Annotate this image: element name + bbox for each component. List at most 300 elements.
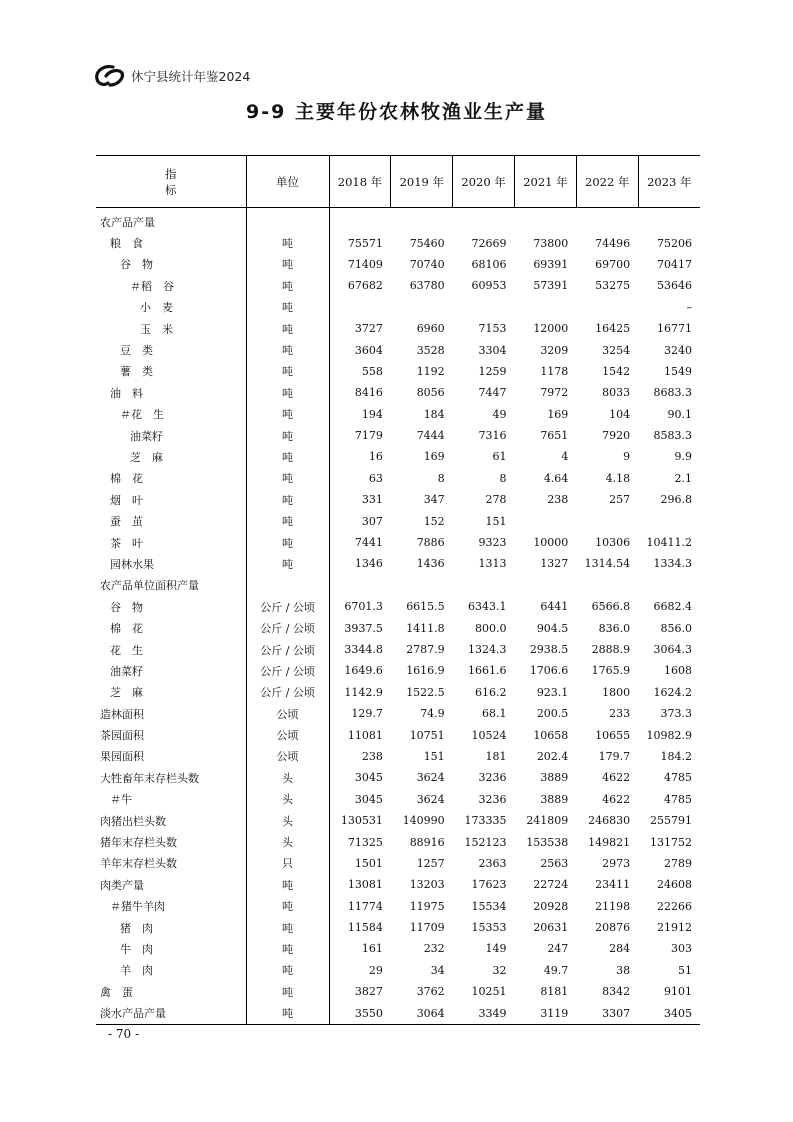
table-row <box>96 917 700 938</box>
table-title: 9-9 主要年份农林牧渔业生产量 <box>246 101 547 123</box>
row-label: 羊 肉 <box>120 964 153 978</box>
value-cell: 3624 <box>416 792 445 806</box>
value-cell: 129.7 <box>351 707 383 721</box>
value-cell <box>576 510 638 531</box>
value-cell: 10658 <box>533 728 569 742</box>
value-cell: 1313 <box>478 557 507 571</box>
table-row <box>96 660 700 681</box>
value-cell: 8033 <box>602 386 631 400</box>
row-label: 棉 花 <box>110 472 143 486</box>
value-cell: 3064.3 <box>653 643 692 656</box>
value-cell: 9101 <box>664 985 692 999</box>
row-label: 棉 花 <box>110 622 143 636</box>
value-cell: 241809 <box>526 814 569 828</box>
value-cell: 558 <box>361 364 383 378</box>
value-cell: 181 <box>485 749 507 763</box>
value-cell: 3889 <box>540 792 569 806</box>
value-cell: 3762 <box>416 985 445 999</box>
value-cell: 6566.8 <box>591 600 631 614</box>
value-cell: 11975 <box>409 899 445 913</box>
row-unit: 吨 <box>246 1002 329 1024</box>
value-cell: 1624.2 <box>653 685 692 699</box>
row-unit: 吨 <box>246 275 329 296</box>
value-cell: 836.0 <box>598 621 631 635</box>
value-cell: 331 <box>361 493 383 507</box>
value-cell: 6682.4 <box>653 600 692 614</box>
table-row <box>96 874 700 895</box>
value-cell: 3624 <box>416 771 445 785</box>
table-row <box>96 703 700 724</box>
value-cell: 246830 <box>588 814 631 828</box>
value-cell: 67682 <box>347 279 383 293</box>
value-cell: 1706.6 <box>529 664 569 678</box>
value-cell: 184 <box>423 407 445 421</box>
value-cell: 3528 <box>416 343 445 357</box>
row-label: 谷 物 <box>120 258 153 272</box>
row-unit: 吨 <box>246 553 329 574</box>
value-cell: 7886 <box>416 536 445 550</box>
value-cell: 2563 <box>540 856 569 870</box>
value-cell: 29 <box>368 963 383 977</box>
table-row <box>96 404 700 425</box>
value-cell: 8416 <box>354 386 383 400</box>
value-cell: 1257 <box>416 856 445 870</box>
row-label: 禽 蛋 <box>100 985 133 999</box>
value-cell: 90.1 <box>667 407 692 421</box>
value-cell: 3304 <box>478 343 507 357</box>
table-row <box>96 208 700 233</box>
value-cell: 238 <box>361 749 383 763</box>
value-cell: 149 <box>485 942 507 956</box>
value-cell: 3727 <box>354 322 383 336</box>
row-unit: 公斤 / 公顷 <box>246 660 329 681</box>
value-cell: 200.5 <box>536 707 569 721</box>
value-cell: 3240 <box>664 343 692 357</box>
value-cell: 51 <box>678 963 692 977</box>
value-cell: 3344.8 <box>344 643 383 656</box>
table-row <box>96 489 700 510</box>
row-label: 园林水果 <box>110 557 154 571</box>
value-cell: 3045 <box>354 792 383 806</box>
table-row <box>96 318 700 339</box>
value-cell: 69700 <box>595 257 631 271</box>
value-cell: 3307 <box>576 1002 638 1024</box>
value-cell: 1259 <box>478 364 507 378</box>
column-header-2021: 2021 年 <box>515 156 577 208</box>
row-unit: 吨 <box>246 382 329 403</box>
value-cell <box>391 575 453 596</box>
value-cell: 74496 <box>595 236 631 250</box>
production-table <box>96 155 700 1025</box>
page-number: - 70 - <box>108 1027 140 1041</box>
value-cell: 60953 <box>471 279 507 293</box>
value-cell: 923.1 <box>536 685 569 699</box>
row-label: 农产品单位面积产量 <box>100 579 199 593</box>
value-cell: 255791 <box>650 814 692 828</box>
row-unit: 公顷 <box>246 746 329 767</box>
row-label: 粮 食 <box>110 237 143 251</box>
value-cell <box>391 208 453 233</box>
value-cell: 284 <box>609 942 631 956</box>
value-cell: 153538 <box>526 835 569 849</box>
value-cell: 179.7 <box>598 749 631 763</box>
table-header-row <box>96 156 700 208</box>
value-cell: 3405 <box>638 1002 700 1024</box>
value-cell: 49 <box>492 407 507 421</box>
value-cell: 152 <box>423 514 445 528</box>
value-cell <box>453 208 515 233</box>
value-cell: 149821 <box>588 835 631 849</box>
value-cell: 16 <box>368 450 383 464</box>
table-row <box>96 960 700 981</box>
column-header-2023: 2023 年 <box>638 156 700 208</box>
value-cell: 1334.3 <box>653 557 692 571</box>
row-label: ＃猪牛羊肉 <box>110 900 165 914</box>
value-cell: 69391 <box>533 257 569 271</box>
row-label: 蚕 茧 <box>110 515 143 529</box>
value-cell: 24608 <box>657 878 692 892</box>
column-header-2019: 2019 年 <box>391 156 453 208</box>
value-cell: 10524 <box>471 728 507 742</box>
row-unit: 吨 <box>246 917 329 938</box>
table-body <box>96 208 700 1025</box>
row-unit: 吨 <box>246 361 329 382</box>
value-cell <box>515 510 577 531</box>
value-cell <box>391 297 453 318</box>
column-header-2018: 2018 年 <box>329 156 391 208</box>
row-unit: 吨 <box>246 468 329 489</box>
table-row <box>96 254 700 275</box>
row-unit: 公斤 / 公顷 <box>246 639 329 660</box>
value-cell: 1661.6 <box>468 664 507 678</box>
value-cell: 373.3 <box>660 707 692 721</box>
value-cell: 15353 <box>471 921 507 935</box>
value-cell: 7179 <box>354 429 383 443</box>
column-header-2022: 2022 年 <box>576 156 638 208</box>
value-cell: 169 <box>423 450 445 464</box>
value-cell: 3119 <box>515 1002 577 1024</box>
value-cell <box>329 208 391 233</box>
row-unit: 吨 <box>246 960 329 981</box>
value-cell: 347 <box>423 493 445 507</box>
value-cell: 61 <box>492 450 507 464</box>
row-label: 肉猪出栏头数 <box>100 814 166 828</box>
value-cell: 68.1 <box>482 707 507 721</box>
value-cell <box>515 297 577 318</box>
value-cell: 194 <box>361 407 383 421</box>
row-label: ＃稻 谷 <box>130 279 174 293</box>
row-unit: 吨 <box>246 339 329 360</box>
table-row <box>96 446 700 467</box>
value-cell: 11709 <box>409 921 445 935</box>
value-cell: 1542 <box>602 364 631 378</box>
value-cell: 12000 <box>533 322 569 336</box>
row-unit: 头 <box>246 831 329 852</box>
value-cell: 1608 <box>664 664 692 678</box>
table-row <box>96 510 700 531</box>
table-row <box>96 767 700 788</box>
value-cell: 3236 <box>478 792 507 806</box>
value-cell: 152123 <box>464 835 507 849</box>
value-cell: 9.9 <box>674 450 692 464</box>
table-row <box>96 232 700 253</box>
value-cell: 8181 <box>540 985 569 999</box>
value-cell: 70417 <box>657 257 692 271</box>
value-cell: 1346 <box>354 557 383 571</box>
row-label: 小 麦 <box>140 301 173 315</box>
value-cell: 151 <box>485 514 507 528</box>
value-cell <box>515 575 577 596</box>
value-cell: 88916 <box>409 835 445 849</box>
value-cell: 1142.9 <box>344 685 383 699</box>
value-cell: 71325 <box>347 835 383 849</box>
value-cell: 75460 <box>409 236 445 250</box>
value-cell: 3604 <box>354 343 383 357</box>
value-cell <box>329 297 391 318</box>
value-cell: 4.64 <box>543 471 569 485</box>
value-cell: 4622 <box>602 792 631 806</box>
row-label: 油 料 <box>110 386 143 400</box>
value-cell: 6960 <box>416 322 445 336</box>
value-cell: 173335 <box>464 814 507 828</box>
value-cell: 7441 <box>354 536 383 550</box>
value-cell: 10751 <box>409 728 445 742</box>
value-cell: 7651 <box>540 429 569 443</box>
row-unit: 吨 <box>246 318 329 339</box>
value-cell: 1192 <box>416 364 445 378</box>
value-cell: 10251 <box>471 985 507 999</box>
value-cell: 10655 <box>595 728 631 742</box>
value-cell: 57391 <box>533 279 569 293</box>
value-cell: 22724 <box>533 878 569 892</box>
table-row <box>96 425 700 446</box>
value-cell: 21198 <box>595 899 631 913</box>
value-cell: 68106 <box>471 257 507 271</box>
value-cell: 1765.9 <box>591 664 631 678</box>
table-row <box>96 810 700 831</box>
value-cell: 11081 <box>347 728 383 742</box>
table-row <box>96 532 700 553</box>
row-unit: 公顷 <box>246 724 329 745</box>
value-cell: 2938.5 <box>529 643 569 656</box>
row-unit: 头 <box>246 767 329 788</box>
value-cell: 72669 <box>471 236 507 250</box>
row-label: 茶园面积 <box>100 729 144 743</box>
page-header <box>93 64 250 88</box>
value-cell: 247 <box>547 942 569 956</box>
value-cell: 9323 <box>478 536 507 550</box>
value-cell: 71409 <box>347 257 383 271</box>
value-cell: 130531 <box>340 814 383 828</box>
value-cell: 3827 <box>354 985 383 999</box>
value-cell: 63 <box>368 471 383 485</box>
value-cell: 10411.2 <box>646 536 692 550</box>
row-unit: 公顷 <box>246 703 329 724</box>
value-cell: 9 <box>623 450 631 464</box>
value-cell: 38 <box>616 963 631 977</box>
row-unit: 头 <box>246 789 329 810</box>
value-cell: 151 <box>423 749 445 763</box>
row-unit: 公斤 / 公顷 <box>246 682 329 703</box>
row-label: 猪 肉 <box>120 921 153 935</box>
column-header-unit: 单位 <box>246 156 329 208</box>
value-cell: 53646 <box>657 279 692 293</box>
value-cell: 800.0 <box>475 621 507 635</box>
column-header-indicator: 指 标 <box>96 156 246 208</box>
row-label: 薯 类 <box>120 365 153 379</box>
row-label: 造林面积 <box>100 707 144 721</box>
value-cell: 8583.3 <box>653 429 692 443</box>
value-cell: 8 <box>437 471 445 485</box>
row-unit: 只 <box>246 853 329 874</box>
value-cell: 11774 <box>347 899 383 913</box>
value-cell: 3889 <box>540 771 569 785</box>
value-cell <box>576 575 638 596</box>
value-cell: 8683.3 <box>653 386 692 400</box>
value-cell: 13081 <box>347 878 383 892</box>
value-cell: 2789 <box>664 856 692 870</box>
value-cell: 74.9 <box>420 707 445 721</box>
value-cell: 1178 <box>540 364 569 378</box>
value-cell: 6441 <box>540 600 569 614</box>
row-label: 淡水产品产量 <box>96 1002 246 1024</box>
value-cell: 53275 <box>595 279 631 293</box>
table-row <box>96 1002 700 1024</box>
table-row <box>96 938 700 959</box>
table-row <box>96 981 700 1002</box>
value-cell <box>453 575 515 596</box>
value-cell: 2363 <box>478 856 507 870</box>
value-cell: 2973 <box>602 856 631 870</box>
value-cell: 10306 <box>595 536 631 550</box>
value-cell: 6701.3 <box>344 600 383 614</box>
value-cell: 63780 <box>409 279 445 293</box>
row-unit: 吨 <box>246 981 329 1002</box>
row-label: ＃花 生 <box>120 408 164 422</box>
row-label: 大牲畜年末存栏头数 <box>100 771 199 785</box>
value-cell: 307 <box>361 514 383 528</box>
value-cell: 1800 <box>602 685 631 699</box>
value-cell: 6343.1 <box>468 600 507 614</box>
row-label: 羊年末存栏头数 <box>100 857 177 871</box>
value-cell: 23411 <box>595 878 631 892</box>
row-label: 茶 叶 <box>110 536 143 550</box>
table-row <box>96 896 700 917</box>
row-label: 油菜籽 <box>130 429 163 443</box>
value-cell: 1436 <box>416 557 445 571</box>
value-cell: 20876 <box>595 921 631 935</box>
value-cell: 1411.8 <box>406 621 445 635</box>
value-cell: 202.4 <box>536 749 569 763</box>
value-cell: 3937.5 <box>344 621 383 635</box>
value-cell: 7972 <box>540 386 569 400</box>
row-unit: 吨 <box>246 489 329 510</box>
value-cell: 1314.54 <box>584 557 631 571</box>
value-cell: 104 <box>609 407 631 421</box>
value-cell: 4785 <box>664 792 692 806</box>
row-label: 玉 米 <box>140 322 173 336</box>
value-cell: 161 <box>361 942 383 956</box>
row-unit: 吨 <box>246 510 329 531</box>
row-unit: 吨 <box>246 874 329 895</box>
value-cell: 7920 <box>602 429 631 443</box>
value-cell: 2888.9 <box>591 643 631 656</box>
table-row <box>96 553 700 574</box>
value-cell: 7444 <box>416 429 445 443</box>
value-cell: 32 <box>492 963 507 977</box>
row-unit: 吨 <box>246 232 329 253</box>
row-label: 油菜籽 <box>110 664 143 678</box>
value-cell: 22266 <box>657 899 692 913</box>
value-cell <box>576 208 638 233</box>
value-cell: 75571 <box>347 236 383 250</box>
table-row <box>96 746 700 767</box>
value-cell: 131752 <box>650 835 692 849</box>
value-cell: 17623 <box>471 878 507 892</box>
value-cell: 8 <box>499 471 507 485</box>
row-label: 果园面积 <box>100 750 144 764</box>
row-label: ＃牛 <box>110 793 132 807</box>
row-unit: 吨 <box>246 896 329 917</box>
value-cell <box>638 575 700 596</box>
row-label: 烟 叶 <box>110 493 143 507</box>
table-row <box>96 297 700 318</box>
row-label: 谷 物 <box>110 600 143 614</box>
value-cell: 10982.9 <box>646 728 692 742</box>
value-cell: 233 <box>609 707 631 721</box>
value-cell <box>576 297 638 318</box>
row-unit: 吨 <box>246 297 329 318</box>
table-row <box>96 339 700 360</box>
value-cell: 21912 <box>657 921 692 935</box>
value-cell: 1649.6 <box>344 664 383 678</box>
value-cell: 6615.5 <box>406 600 445 614</box>
value-cell: 296.8 <box>660 493 692 507</box>
value-cell: 1324.3 <box>468 643 507 656</box>
value-cell: 75206 <box>657 236 692 250</box>
value-cell: 3236 <box>478 771 507 785</box>
row-unit: 吨 <box>246 938 329 959</box>
table-row <box>96 575 700 596</box>
value-cell <box>638 208 700 233</box>
value-cell: 8342 <box>602 985 631 999</box>
value-cell: 70740 <box>409 257 445 271</box>
value-cell: 16425 <box>595 322 631 336</box>
value-cell: 13203 <box>409 878 445 892</box>
row-unit <box>246 208 329 233</box>
row-label: 猪年末存栏头数 <box>100 836 177 850</box>
row-unit: 吨 <box>246 254 329 275</box>
value-cell: 3349 <box>453 1002 515 1024</box>
yearbook-title: 休宁县统计年鉴2024 <box>131 69 251 84</box>
value-cell: 4785 <box>664 771 692 785</box>
row-label: 芝 麻 <box>110 686 143 700</box>
value-cell: 1501 <box>354 856 383 870</box>
value-cell: 4622 <box>602 771 631 785</box>
value-cell: 2.1 <box>674 471 692 485</box>
value-cell: 7153 <box>478 322 507 336</box>
row-unit: 吨 <box>246 532 329 553</box>
row-unit: 头 <box>246 810 329 831</box>
table-row <box>96 617 700 638</box>
row-label: 豆 类 <box>120 344 153 358</box>
row-label: 芝 麻 <box>130 450 163 464</box>
value-cell: 7447 <box>478 386 507 400</box>
value-cell: 3209 <box>540 343 569 357</box>
value-cell: 34 <box>430 963 445 977</box>
table-row <box>96 361 700 382</box>
table-row <box>96 468 700 489</box>
